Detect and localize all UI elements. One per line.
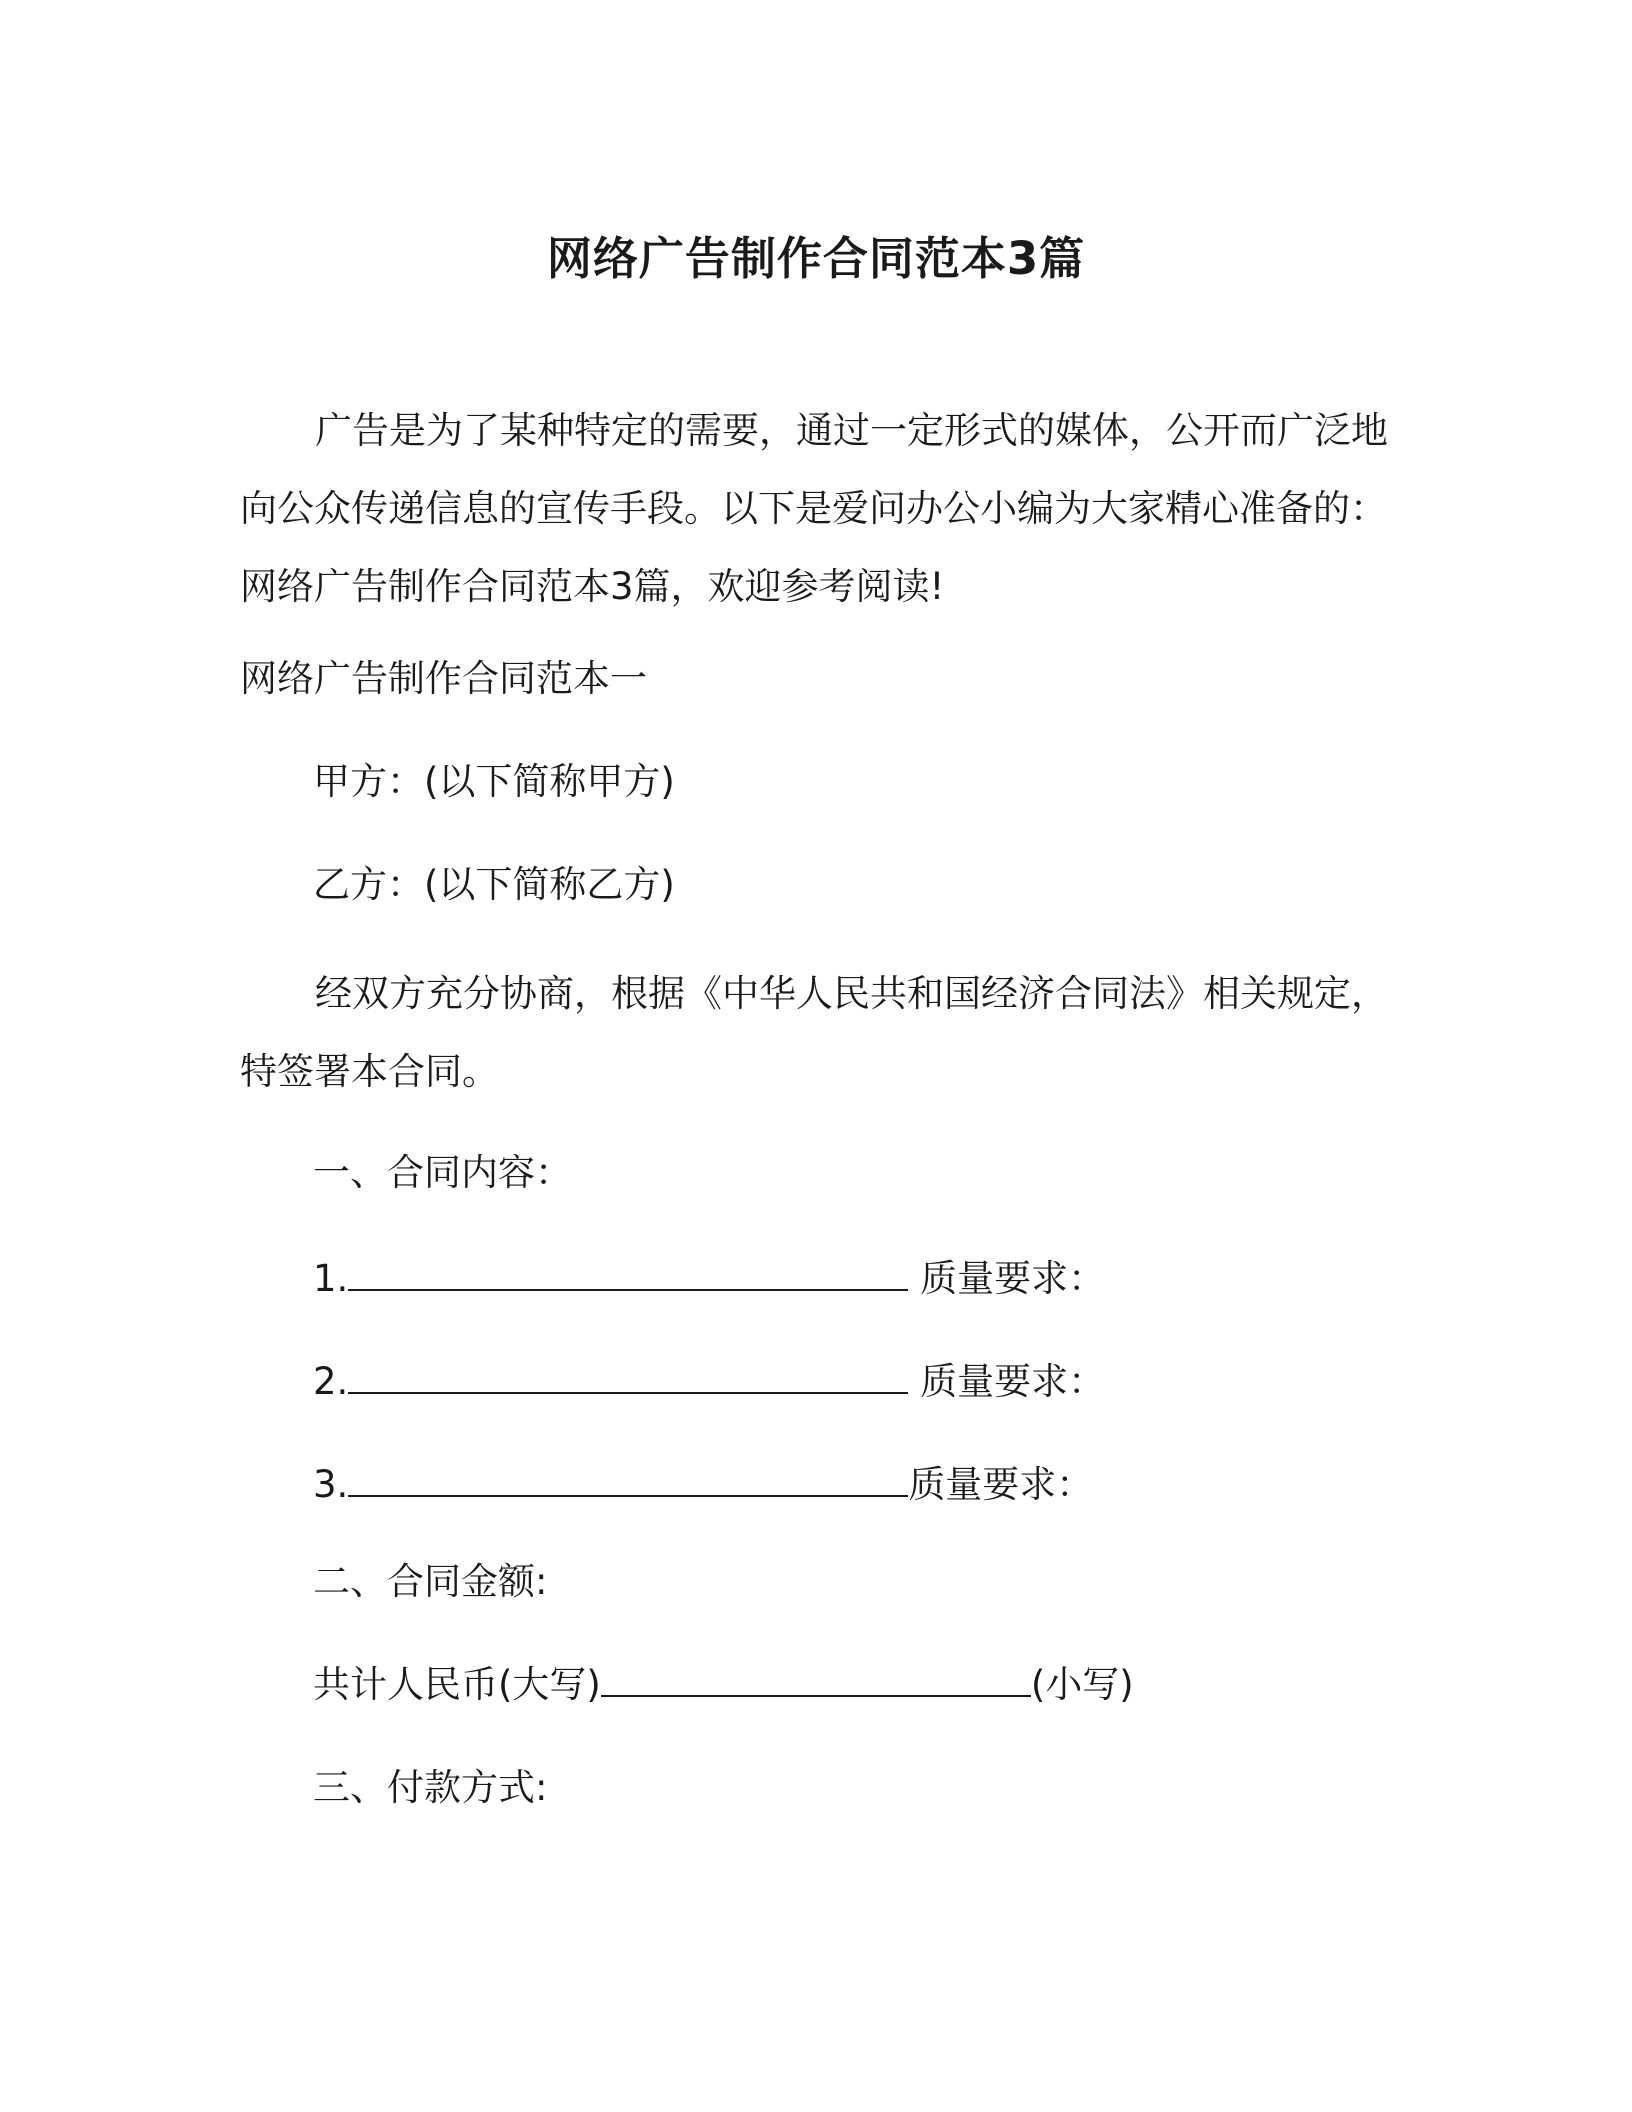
clause-1-heading: 一、合同内容： [313, 1151, 572, 1194]
party-b-line: 乙方：(以下简称乙方) [313, 863, 675, 906]
item-label: 质量要求： [920, 1360, 1106, 1403]
amount-blank [601, 1661, 1031, 1697]
clause-3-heading: 三、付款方式: [313, 1766, 548, 1809]
party-a-line: 甲方：(以下简称甲方) [313, 760, 675, 803]
item-number: 1. [313, 1257, 349, 1300]
content-item-2 [313, 1357, 1105, 1407]
clause-2-heading: 二、合同金额: [313, 1560, 548, 1603]
amount-suffix: (小写) [1030, 1663, 1134, 1706]
item-blank [348, 1358, 908, 1394]
amount-prefix: 共计人民币(大写) [313, 1663, 601, 1706]
content-item-1 [313, 1254, 1105, 1304]
item-label: 质量要求： [908, 1463, 1094, 1506]
item-blank [348, 1461, 908, 1497]
amount-line [313, 1660, 1134, 1710]
section-heading: 网络广告制作合同范本一 [240, 657, 647, 700]
item-label: 质量要求： [920, 1257, 1106, 1300]
item-blank [348, 1255, 908, 1291]
item-number: 2. [313, 1360, 349, 1403]
intro-paragraph: 广告是为了某种特定的需要，通过一定形式的媒体，公开而广泛地向公众传递信息的宣传手段。以下是爱问办公小编为大家精心准备的：网络广告制作合同范本3篇，欢迎参考阅读! [240, 409, 1388, 608]
preamble-paragraph: 经双方充分协商，根据《中华人民共和国经济合同法》相关规定，特签署本合同。 [240, 972, 1388, 1093]
document-title: 网络广告制作合同范本3篇 [546, 232, 1086, 285]
content-item-3 [313, 1460, 1093, 1510]
item-number: 3. [313, 1463, 349, 1506]
